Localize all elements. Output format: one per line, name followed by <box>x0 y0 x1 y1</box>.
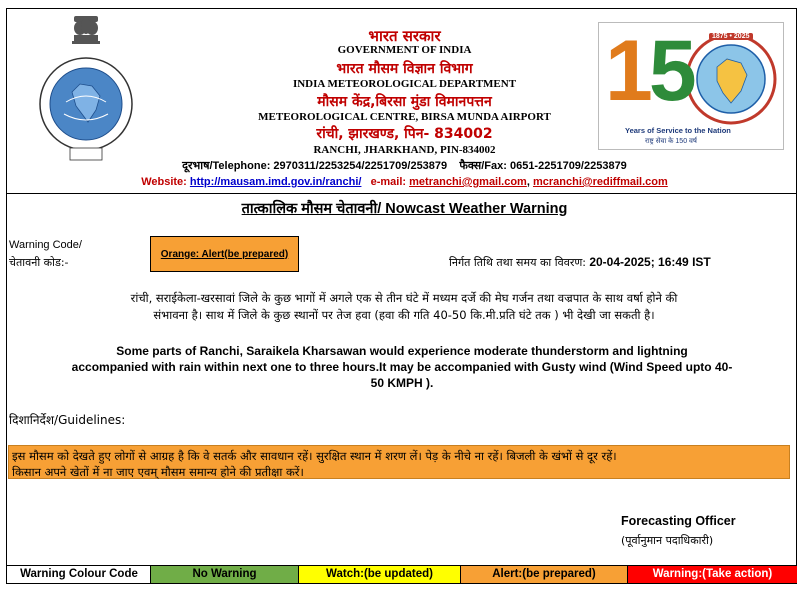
city-english: RANCHI, JHARKHAND, PIN-834002 <box>313 144 496 156</box>
gov-english: GOVERNMENT OF INDIA <box>337 44 472 56</box>
logo-tagline-english: Years of Service to the Nation <box>625 126 731 135</box>
dept-hindi: भारत मौसम विज्ञान विभाग <box>336 61 473 77</box>
guidelines-label: दिशानिर्देश/Guidelines: <box>9 413 126 427</box>
warning-code-label-en: Warning Code/ <box>9 239 82 251</box>
web-line <box>0 176 809 188</box>
dept-english: INDIA METEOROLOGICAL DEPARTMENT <box>292 78 517 90</box>
email-sep: , <box>526 176 530 188</box>
issued-info <box>449 255 711 270</box>
website-label: Website: <box>141 176 187 188</box>
email-link-2[interactable]: mcranchi@rediffmail.com <box>532 176 668 188</box>
logo-150-number: 15 <box>605 23 693 119</box>
message-hindi-line-1: रांची, सराईकेला-खरसावां जिले के कुछ भागों में अगले एक से तीन घंटे में मध्यम दर्जे की मेघ गर्जन तथा वज्रपात के साथ वर्षा होने की <box>130 291 678 305</box>
warning-code-label <box>9 236 82 272</box>
website-link[interactable]: http://mausam.imd.gov.in/ranchi/ <box>189 176 362 188</box>
message-english-line-1: Some parts of Ranchi, Saraikela Kharsawan would experience moderate thunderstorm and lightning <box>116 344 688 358</box>
message-hindi-line-2: संभावना है। साथ में जिले के कुछ स्थानों पर तेज हवा (हवा की गति 40-50 कि.मी.प्रति घंटे तक ) भी देखी जा सकती है। <box>153 308 655 322</box>
city-hindi: रांची, झारखण्ड, पिन- 834002 <box>316 126 493 142</box>
legend-alert: Alert:(be prepared) <box>461 566 628 583</box>
message-english-line-2: accompanied with rain within next one to three hours.It may be accompanied with Gusty wind (Wind Speed upto 40- <box>71 360 733 374</box>
fax-text: फैक्स/Fax: 0651-2251709/2253879 <box>459 160 627 172</box>
warning-code-label-hi: चेतावनी कोड:- <box>9 256 69 269</box>
logo-tagline-hindi: राष्ट्र सेवा के 150 वर्ष <box>645 138 697 145</box>
contact-line <box>0 158 809 173</box>
legend-watch: Watch:(be updated) <box>299 566 461 583</box>
gov-hindi: भारत सरकार <box>368 27 441 45</box>
email-link-1[interactable]: metranchi@gmail.com <box>409 176 527 188</box>
warning-colour-legend <box>8 566 797 583</box>
warning-code-badge: Orange: Alert(be prepared) <box>150 236 299 272</box>
issued-value: 20-04-2025; 16:49 IST <box>589 255 711 269</box>
guidelines-text <box>8 445 790 479</box>
guidelines-line-1: इस मौसम को देखते हुए लोगों से आग्रह है कि वे सतर्क और सावधान रहें। सुरक्षित स्थान में शरण लें। पेड़ के नीचे ना रहें। बिजली के खंभों से दूर रहें। <box>12 449 617 463</box>
legend-label: Warning Colour Code <box>8 566 151 583</box>
guidelines-line-2: किसान अपने खेतों में ना जाए एवम् मौसम समान्य होने की प्रतीक्षा करें। <box>12 465 304 479</box>
page-title: तात्कालिक मौसम चेतावनी/ Nowcast Weather Warning <box>241 201 568 217</box>
email-label: e-mail: <box>370 176 407 188</box>
centre-english: METEOROLOGICAL CENTRE, BIRSA MUNDA AIRPORT <box>258 111 551 123</box>
legend-no-warning: No Warning <box>151 566 299 583</box>
message-english <box>8 343 796 391</box>
logo-years: 1875 • 2025 <box>709 33 753 40</box>
message-hindi <box>14 290 794 324</box>
centre-hindi: मौसम केंद्र,बिरसा मुंडा विमानपत्तन <box>317 94 492 110</box>
legend-warning: Warning:(Take action) <box>628 566 797 583</box>
issued-label: निर्गत तिथि तथा समय का विवरण: <box>449 256 586 269</box>
telephone-text: दूरभाष/Telephone: 2970311/2253254/2251709/253879 <box>182 160 448 172</box>
header-divider <box>6 193 797 194</box>
officer-title-hindi: (पूर्वानुमान पदाधिकारी) <box>621 534 714 547</box>
officer-title: Forecasting Officer <box>621 514 736 528</box>
message-english-line-3: 50 KMPH ). <box>370 376 434 390</box>
